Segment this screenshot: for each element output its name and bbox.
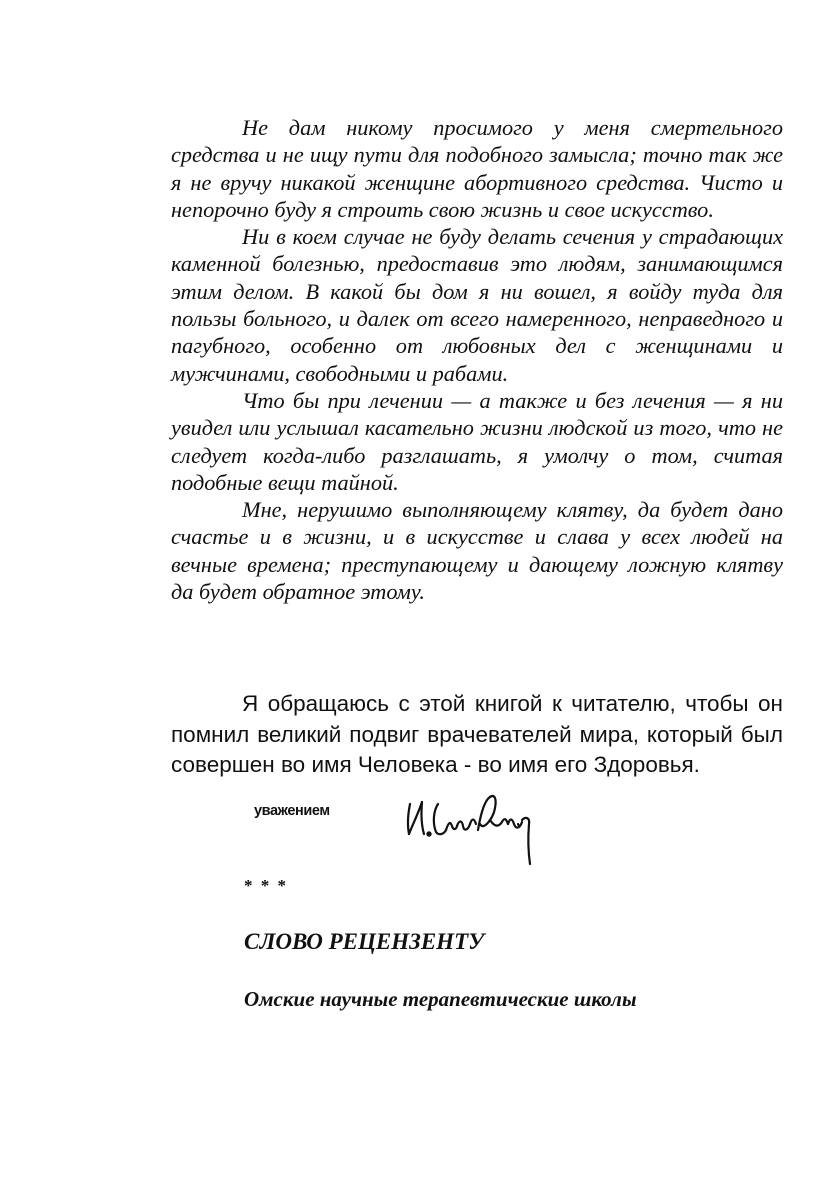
- section-separator: * * *: [244, 876, 288, 895]
- oath-paragraph-2: Ни в коем случае не буду делать сечения у страдающих каменной болезнью, предоставив это людям, занимающимся этим делом. В какой бы дом я ни вошел, я войду туда для пользы больного, и далек от всего намеренного, неправедного и пагубного, особенно от любовных дел с женщинами и мужчинами, свободными и рабами.: [171, 224, 783, 386]
- respect-line: уважением: [254, 803, 330, 819]
- handwritten-signature: [400, 790, 540, 868]
- closing-paragraph: Я обращаюсь с этой книгой к читателю, чтобы он помнил великий подвиг врачевателей мира, который был совершен во имя Человека - во имя его Здоровья.: [171, 691, 783, 777]
- section-subheading: Омские научные терапевтические школы: [244, 987, 637, 1011]
- oath-paragraph-3: Что бы при лечении — а также и без лечения — я ни увидел или услышал касательно жизни людской из того, что не следует когда-либо разглашать, я умолчу о том, считая подобные вещи тайной.: [171, 387, 783, 495]
- section-heading: СЛОВО РЕЦЕНЗЕНТУ: [244, 929, 485, 954]
- oath-text-block: [171, 114, 783, 605]
- oath-paragraph-4: Мне, нерушимо выполняющему клятву, да будет дано счастье и в жизни, и в искусстве и слава у всех людей на вечные времена; преступающему и дающему ложную клятву да будет обратное этому.: [171, 497, 783, 605]
- oath-paragraph-1: Не дам никому просимого у меня смертельного средства и не ищу пути для подобного замысла; точно так же я не вручу никакой женщине абортивного средства. Чисто и непорочно буду я строить свою жизнь и свое искусство.: [171, 115, 783, 222]
